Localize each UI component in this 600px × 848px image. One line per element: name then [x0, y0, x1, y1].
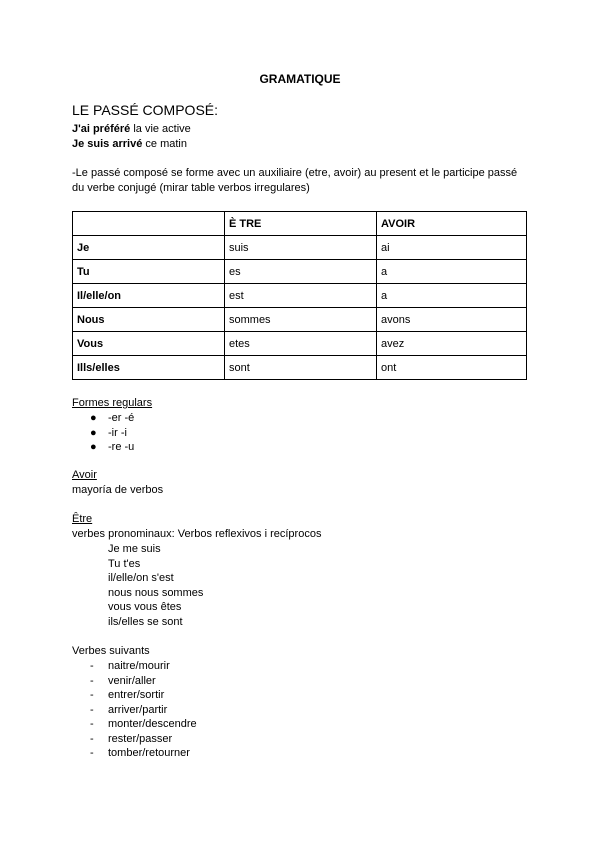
etre-cell: sont — [225, 356, 377, 380]
pronoun-cell: Tu — [73, 260, 225, 284]
avoir-cell: avez — [377, 332, 527, 356]
avoir-section — [72, 468, 163, 498]
example-bold: J'ai préféré — [72, 123, 131, 135]
etre-cell: est — [225, 284, 377, 308]
list-item — [72, 717, 197, 732]
list-item — [72, 674, 197, 689]
etre-cell: suis — [225, 236, 377, 260]
list-item-text: tomber/retourner — [108, 747, 190, 759]
list-item — [72, 703, 197, 718]
table-row — [73, 332, 527, 356]
pronoun-cell: Nous — [73, 308, 225, 332]
dash-icon: - — [90, 718, 94, 730]
avoir-cell: ont — [377, 356, 527, 380]
example-rest: la vie active — [130, 123, 191, 135]
avoir-heading: Avoir — [72, 469, 97, 481]
etre-conjugation-line: ils/elles se sont — [108, 615, 183, 628]
table-row — [73, 260, 527, 284]
dash-icon: - — [90, 747, 94, 759]
avoir-cell: a — [377, 260, 527, 284]
example-rest: ce matin — [142, 138, 187, 150]
etre-conjugation-line: vous vous êtes — [108, 601, 182, 614]
etre-cell: sommes — [225, 308, 377, 332]
list-item — [72, 440, 152, 455]
paragraph-line: du verbe conjugé (mirar table verbos irregulares) — [72, 182, 310, 194]
example-sentence — [72, 138, 187, 150]
list-item-text: entrer/sortir — [108, 689, 165, 701]
bullet-icon: ● — [90, 426, 97, 439]
formes-list — [72, 411, 152, 455]
pronoun-cell: Je — [73, 236, 225, 260]
table-row — [73, 356, 527, 380]
table-header-cell — [73, 212, 225, 236]
conjugation-table — [72, 211, 527, 380]
table-row — [73, 308, 527, 332]
table-header-cell: È TRE — [225, 212, 377, 236]
example-sentence — [72, 123, 191, 135]
etre-conjugation-line: Je me suis — [108, 543, 161, 555]
avoir-text: mayoría de verbos — [72, 484, 164, 496]
list-item — [72, 732, 197, 747]
bullet-icon: ● — [90, 412, 97, 424]
list-item — [72, 411, 152, 426]
avoir-cell: ai — [377, 236, 527, 260]
list-item-text: naitre/mourir — [108, 660, 170, 672]
dash-icon: - — [90, 660, 94, 672]
etre-cell: etes — [225, 332, 377, 356]
paragraph-line: -Le passé composé se forme avec un auxiliaire (etre, avoir) au present et le participe passé — [72, 167, 518, 179]
list-item-text: -er -é — [108, 412, 135, 424]
explanation-paragraph — [72, 166, 528, 196]
etre-conjugation-line: Tu t'es — [108, 557, 141, 570]
section-heading: LE PASSÉ COMPOSÉ: — [72, 102, 219, 118]
suivants-list — [72, 659, 197, 761]
list-item — [72, 426, 152, 441]
list-item-text: rester/passer — [108, 732, 173, 745]
etre-section — [72, 512, 321, 630]
etre-conjugation-line: il/elle/on s'est — [108, 572, 174, 585]
bullet-icon: ● — [90, 441, 97, 453]
list-item-text: arriver/partir — [108, 703, 168, 716]
etre-text: verbes pronominaux: Verbos reflexivos i recíprocos — [72, 528, 322, 540]
dash-icon: - — [90, 703, 94, 716]
pronoun-cell: Ills/elles — [73, 356, 225, 380]
dash-icon: - — [90, 689, 94, 701]
list-item — [72, 688, 197, 703]
page-title: GRAMATIQUE — [259, 72, 341, 86]
etre-cell: es — [225, 260, 377, 284]
table-row — [73, 236, 527, 260]
dash-icon: - — [90, 674, 94, 687]
dash-icon: - — [90, 732, 94, 745]
avoir-cell: a — [377, 284, 527, 308]
etre-conjugation-line: nous nous sommes — [108, 586, 204, 599]
list-item-text: venir/aller — [108, 674, 156, 687]
list-item — [72, 746, 197, 761]
formes-heading: Formes regulars — [72, 397, 153, 409]
table-header-row — [73, 212, 527, 236]
pronoun-cell: Il/elle/on — [73, 284, 225, 308]
table-row — [73, 284, 527, 308]
list-item-text: -ir -i — [108, 426, 127, 439]
formes-section — [72, 396, 152, 455]
etre-heading: Ȇtre — [72, 513, 93, 525]
list-item — [72, 659, 197, 674]
example-bold: Je suis arrivé — [72, 138, 143, 150]
avoir-cell: avons — [377, 308, 527, 332]
list-item-text: -re -u — [108, 441, 135, 453]
table-header-cell: AVOIR — [377, 212, 527, 236]
list-item-text: monter/descendre — [108, 718, 197, 730]
suivants-heading: Verbes suivants — [72, 645, 150, 657]
pronoun-cell: Vous — [73, 332, 225, 356]
suivants-section — [72, 644, 197, 761]
